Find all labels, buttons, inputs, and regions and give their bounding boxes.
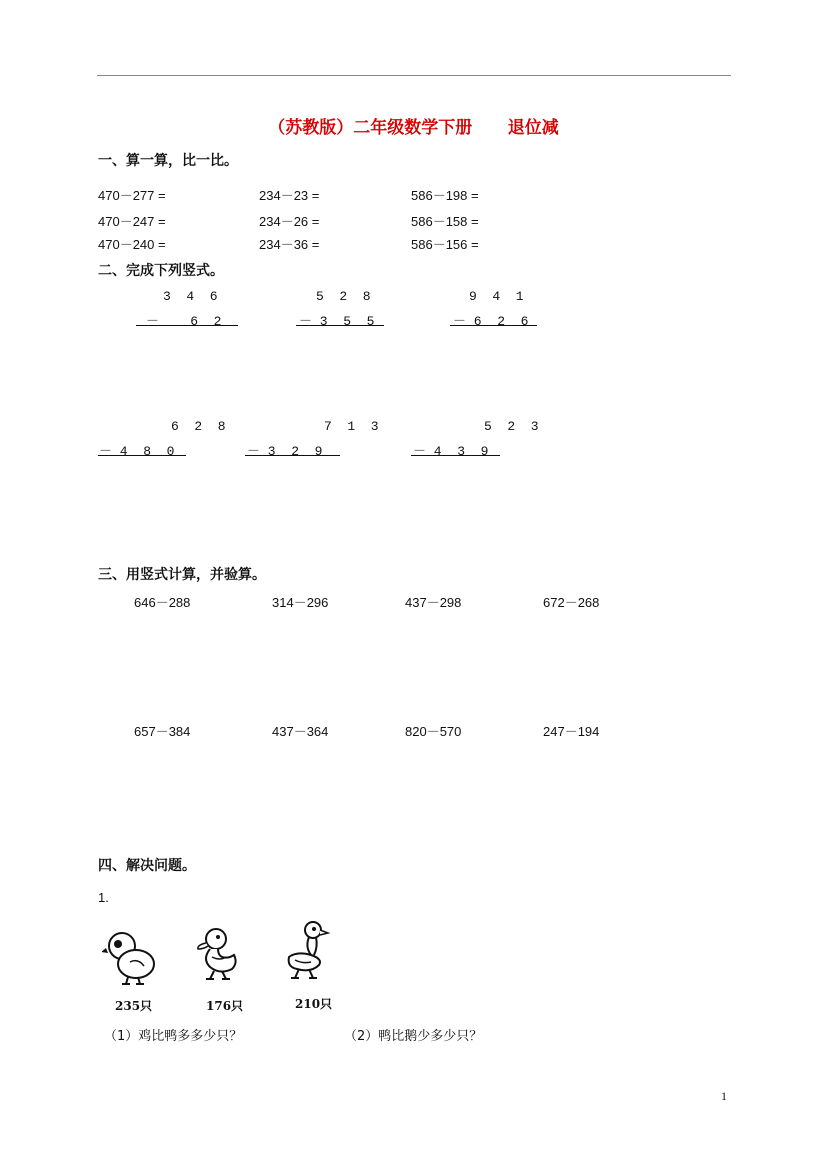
vertical-subtrahend: － 3 5 5 xyxy=(299,314,375,329)
equation: 586－158 = xyxy=(411,214,479,229)
equation: 234－23 = xyxy=(259,188,320,203)
section3-heading: 三、用竖式计算，并验算。 xyxy=(98,567,266,583)
equation: 586－156 = xyxy=(411,237,479,252)
vertical-underline xyxy=(136,325,238,326)
vertical-underline xyxy=(296,325,384,326)
calc-problem: 247－194 xyxy=(543,724,600,739)
vertical-top-number: 9 4 1 xyxy=(469,289,524,304)
section2-heading: 二、完成下列竖式。 xyxy=(98,263,224,279)
calc-problem: 437－298 xyxy=(405,595,462,610)
page-title xyxy=(0,113,827,138)
goose-count: 210只 xyxy=(295,997,333,1011)
equation: 234－36 = xyxy=(259,237,320,252)
vertical-subtrahend: － 4 3 9 xyxy=(413,444,489,459)
vertical-subtrahend: － 3 2 9 xyxy=(247,444,323,459)
vertical-top-number: 3 4 6 xyxy=(163,289,218,304)
vertical-underline xyxy=(98,455,186,456)
equation: 470－240 = xyxy=(98,237,166,252)
equation: 586－198 = xyxy=(411,188,479,203)
duck-count: 176只 xyxy=(206,999,244,1013)
vertical-subtrahend: － 6 2 6 xyxy=(453,314,529,329)
duck-icon xyxy=(196,925,240,985)
question-2: （2）鸭比鹅少多少只？ xyxy=(344,1029,483,1044)
problem-number: 1. xyxy=(98,890,109,905)
chick-icon xyxy=(102,928,158,986)
vertical-underline xyxy=(245,455,340,456)
vertical-subtrahend: － 6 2 xyxy=(146,314,222,329)
equation: 470－247 = xyxy=(98,214,166,229)
calc-problem: 314－296 xyxy=(272,595,329,610)
vertical-top-number: 7 1 3 xyxy=(324,419,379,434)
calc-problem: 657－384 xyxy=(134,724,191,739)
calc-problem: 820－570 xyxy=(405,724,462,739)
title-topic: 退位减 xyxy=(507,118,559,138)
vertical-underline xyxy=(450,325,537,326)
vertical-subtrahend: － 4 8 0 xyxy=(99,444,175,459)
calc-problem: 646－288 xyxy=(134,595,191,610)
header-rule xyxy=(97,75,731,76)
vertical-top-number: 5 2 3 xyxy=(484,419,539,434)
section4-heading: 四、解决问题。 xyxy=(98,858,196,874)
calc-problem: 437－364 xyxy=(272,724,329,739)
vertical-top-number: 5 2 8 xyxy=(316,289,371,304)
equation: 470－277 = xyxy=(98,188,166,203)
chick-count: 235只 xyxy=(115,999,153,1013)
vertical-top-number: 6 2 8 xyxy=(171,419,226,434)
vertical-underline xyxy=(411,455,500,456)
equation: 234－26 = xyxy=(259,214,320,229)
section1-heading: 一、算一算，比一比。 xyxy=(98,153,238,169)
calc-problem: 672－268 xyxy=(543,595,600,610)
page-number: 1 xyxy=(721,1089,727,1103)
question-1: （1）鸡比鸭多多少只？ xyxy=(104,1029,243,1044)
title-main: （苏教版）二年级数学下册 xyxy=(268,118,473,138)
goose-icon xyxy=(283,920,333,982)
